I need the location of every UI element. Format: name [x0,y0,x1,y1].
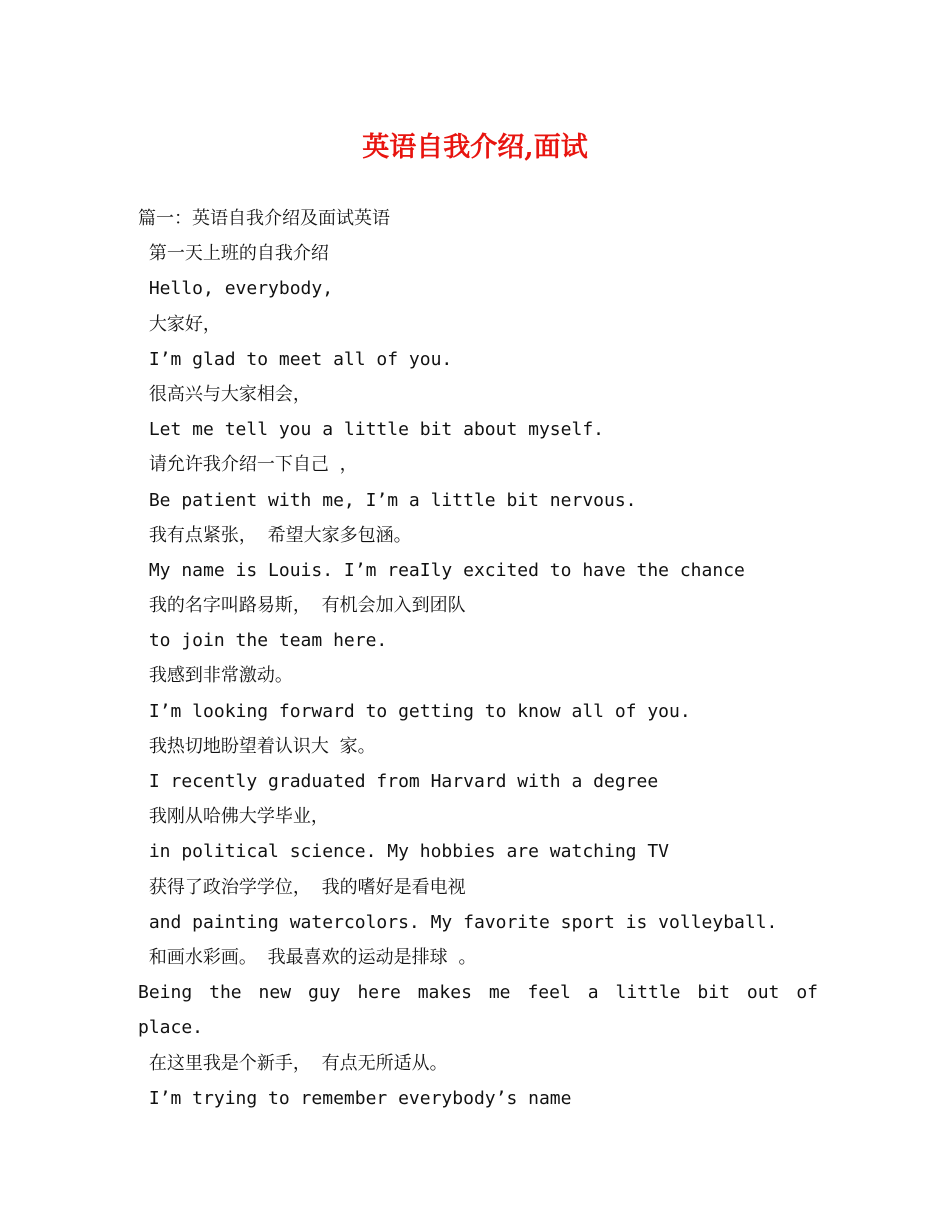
text-line: 我刚从哈佛大学毕业， [138,806,329,828]
text-line: I’m glad to meet all of you. [138,348,453,370]
text-line: 在这里我是个新手， 有点无所适从。 [138,1052,448,1074]
page-title: 英语自我介绍,面试 [362,132,588,163]
text-line: I recently graduated from Harvard with a degree [138,771,659,792]
text-line: 大家好， [138,313,221,335]
text-line: Being the new guy here makes me feel a little bit out of [138,982,818,1004]
text-line: 我的名字叫路易斯， 有机会加入到团队 [138,595,466,617]
text-line: Be patient with me, I’m a little bit nervous. [138,489,637,511]
text-line: in political science. My hobbies are watching TV [138,841,670,863]
text-line: and painting watercolors. My favorite sport is volleyball. [138,911,778,933]
text-line: I’m trying to remember everybody’s name [138,1087,572,1109]
text-line: 获得了政治学学位， 我的嗜好是看电视 [138,876,466,898]
text-line: 我热切地盼望着认识大 家。 [138,735,376,757]
document-body [138,201,818,1116]
text-line: to join the team here. [138,630,388,652]
text-line: 很高兴与大家相会， [138,383,311,405]
text-line: 第一天上班的自我介绍 [138,243,329,265]
text-line: Hello, everybody, [138,278,334,300]
text-line: 请允许我介绍一下自己 ， [138,454,358,476]
text-line: 我有点紧张， 希望大家多包涵。 [138,524,412,546]
text-line: 篇一：英语自我介绍及面试英语 [138,208,390,229]
text-line: place. [138,1017,204,1039]
text-line: My name is Louis. I’m reaIly excited to have the chance [138,559,745,581]
text-line: 和画水彩画。 我最喜欢的运动是排球 。 [138,946,477,968]
text-line: I’m looking forward to getting to know all of you. [138,700,691,722]
text-line: Let me tell you a little bit about myself. [138,419,604,441]
text-line: 我感到非常激动。 [138,665,293,687]
